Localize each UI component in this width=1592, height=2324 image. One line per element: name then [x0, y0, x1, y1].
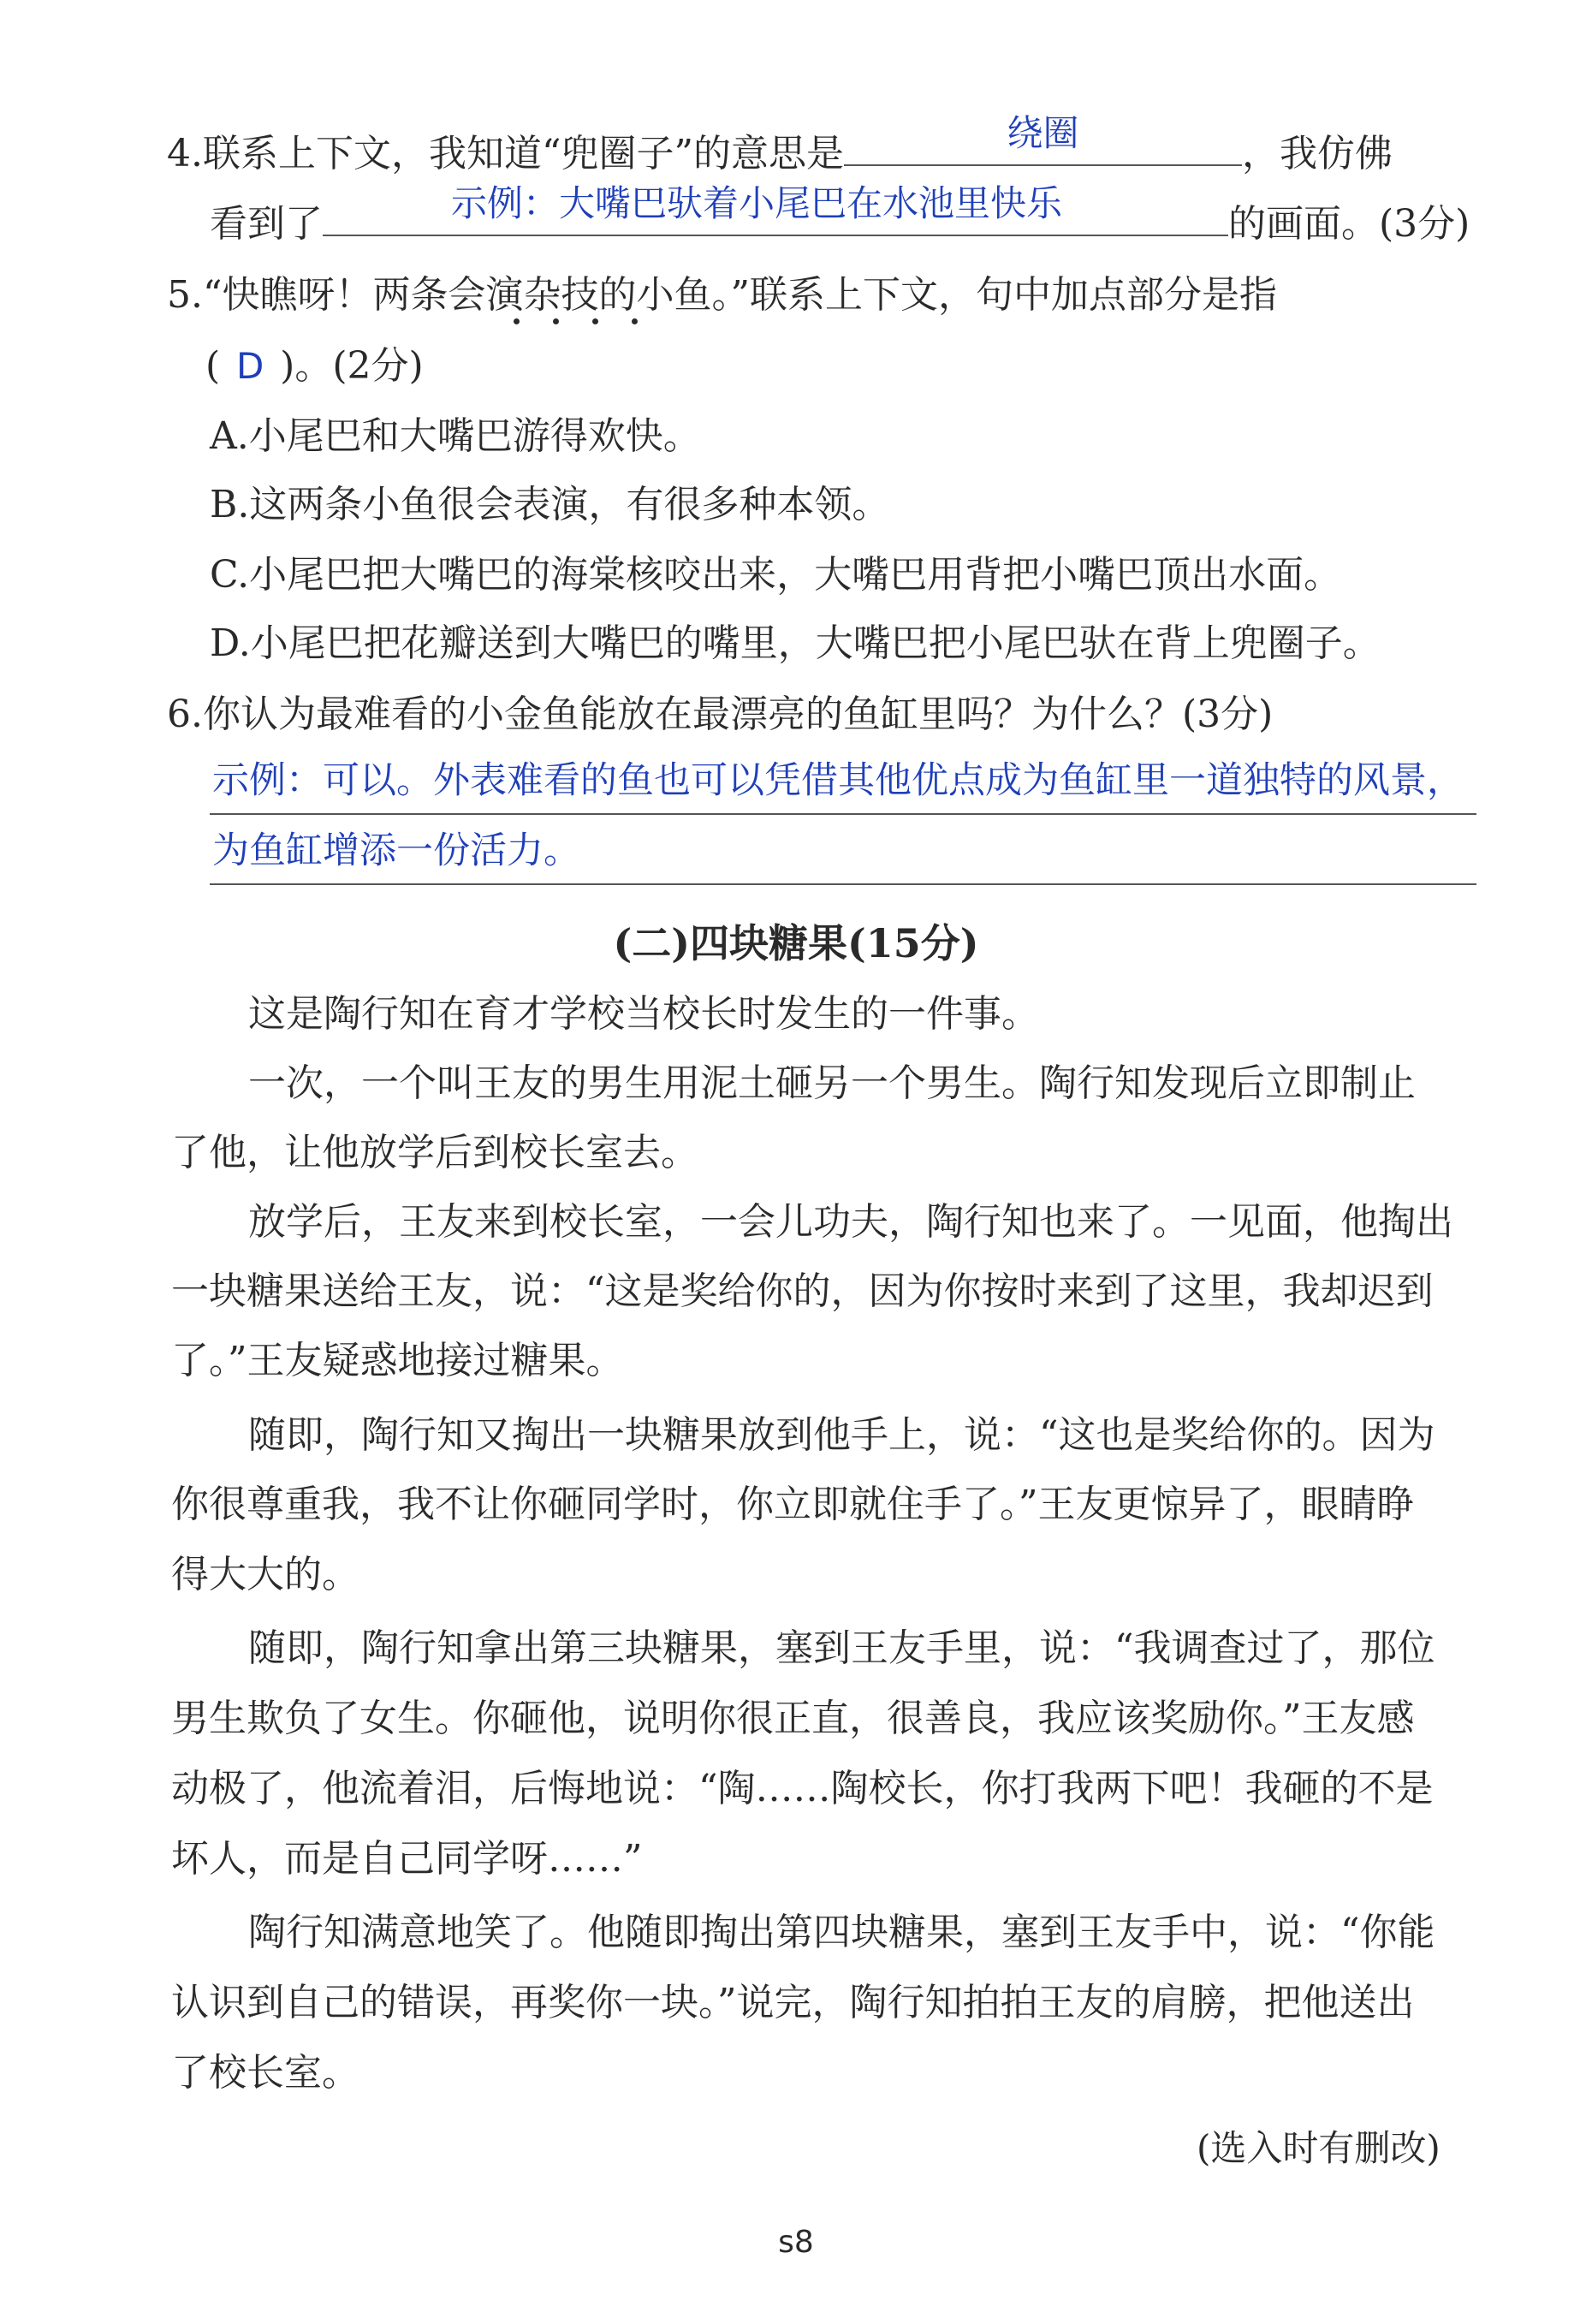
passage-line: 随即，陶行知又掏出一块糖果放到他手上，说：“这也是奖给你的。因为 [248, 1413, 1435, 1457]
q4-middle: ，我仿佛 [1241, 132, 1393, 175]
passage-line: 你很尊重我，我不让你砸同学时，你立即就住手了。”王友更惊异了，眼睛睁 [171, 1483, 1415, 1526]
passage-line: 认识到自己的错误，再奖你一块。”说完，陶行知拍拍王友的肩膀，把他送出 [171, 1981, 1415, 2024]
q5-paren-open: ( [205, 344, 221, 388]
q4-line2 [210, 182, 1470, 250]
section-title: (二)四块糖果(15分) [613, 920, 979, 966]
passage-line: 一块糖果送给王友，说：“这是奖给你的，因为你按时来到了这里，我却迟到 [171, 1269, 1434, 1313]
q5-option-b: B.这两条小鱼很会表演，有很多种本领。 [210, 483, 890, 526]
passage-line: 放学后，王友来到校长室，一会儿功夫，陶行知也来了。一见面，他掏出 [248, 1200, 1453, 1244]
q5-paren-close: )。(2分) [280, 344, 424, 388]
page-number: s8 [778, 2225, 814, 2260]
passage-line: 男生欺负了女生。你砸他，说明你很正直，很善良，我应该奖励你。”王友感 [171, 1697, 1415, 1740]
q4-blank2[interactable] [323, 182, 1228, 236]
q4-answer2: 示例：大嘴巴驮着小尾巴在水池里快乐 [451, 182, 1063, 224]
q6-rule2 [210, 883, 1476, 885]
q5-option-a: A.小尾巴和大嘴巴游得欢快。 [210, 414, 701, 458]
q5-answer: D [236, 345, 264, 387]
passage-line: 这是陶行知在育才学校当校长时发生的一件事。 [248, 992, 1039, 1036]
q4-line1 [167, 112, 1393, 180]
passage-line: 一次，一个叫王友的男生用泥土砸另一个男生。陶行知发现后立即制止 [248, 1061, 1416, 1105]
q4-blank1[interactable] [844, 112, 1242, 166]
passage-line: 动极了，他流着泪，后悔地说：“陶……陶校长，你打我两下吧！我砸的不是 [171, 1767, 1434, 1810]
q6-answer-line2: 为鱼缸增添一份活力。 [212, 829, 580, 872]
q4-line2-prefix: 看到了 [210, 202, 323, 246]
q4-answer1: 绕圈 [1007, 112, 1079, 154]
passage-line: 了。”王友疑惑地接过糖果。 [171, 1339, 624, 1382]
source-note: (选入时有删改) [1197, 2127, 1441, 2169]
passage-line: 得大大的。 [171, 1553, 359, 1596]
q5-question: 5.“快瞧呀！两条会演杂技的小鱼。”联系上下文，句中加点部分是指 [167, 273, 1277, 317]
q5-option-d: D.小尾巴把花瓣送到大嘴巴的嘴里，大嘴巴把小尾巴驮在背上兜圈子。 [210, 621, 1381, 665]
q5-option-c: C.小尾巴把大嘴巴的海棠核咬出来，大嘴巴用背把小嘴巴顶出水面。 [210, 553, 1342, 597]
q5-answer-line [205, 341, 424, 392]
q6-rule1 [210, 813, 1476, 815]
passage-line: 随即，陶行知拿出第三块糖果，塞到王友手里，说：“我调查过了，那位 [248, 1626, 1435, 1670]
passage-line: 了校长室。 [171, 2051, 359, 2095]
passage-line: 陶行知满意地笑了。他随即掏出第四块糖果，塞到王友手中，说：“你能 [248, 1911, 1435, 1954]
q4-suffix: 的画面。(3分) [1228, 202, 1470, 246]
q4-prefix: 4.联系上下文，我知道“兜圈子”的意思是 [167, 132, 844, 175]
q6-answer-line1: 示例：可以。外表难看的鱼也可以凭借其他优点成为鱼缸里一道独特的风景， [212, 759, 1464, 802]
q6-question: 6.你认为最难看的小金鱼能放在最漂亮的鱼缸里吗？为什么？(3分) [167, 692, 1274, 736]
passage-line: 坏人，而是自己同学呀……” [171, 1837, 643, 1881]
passage-line: 了他，让他放学后到校长室去。 [171, 1131, 698, 1174]
